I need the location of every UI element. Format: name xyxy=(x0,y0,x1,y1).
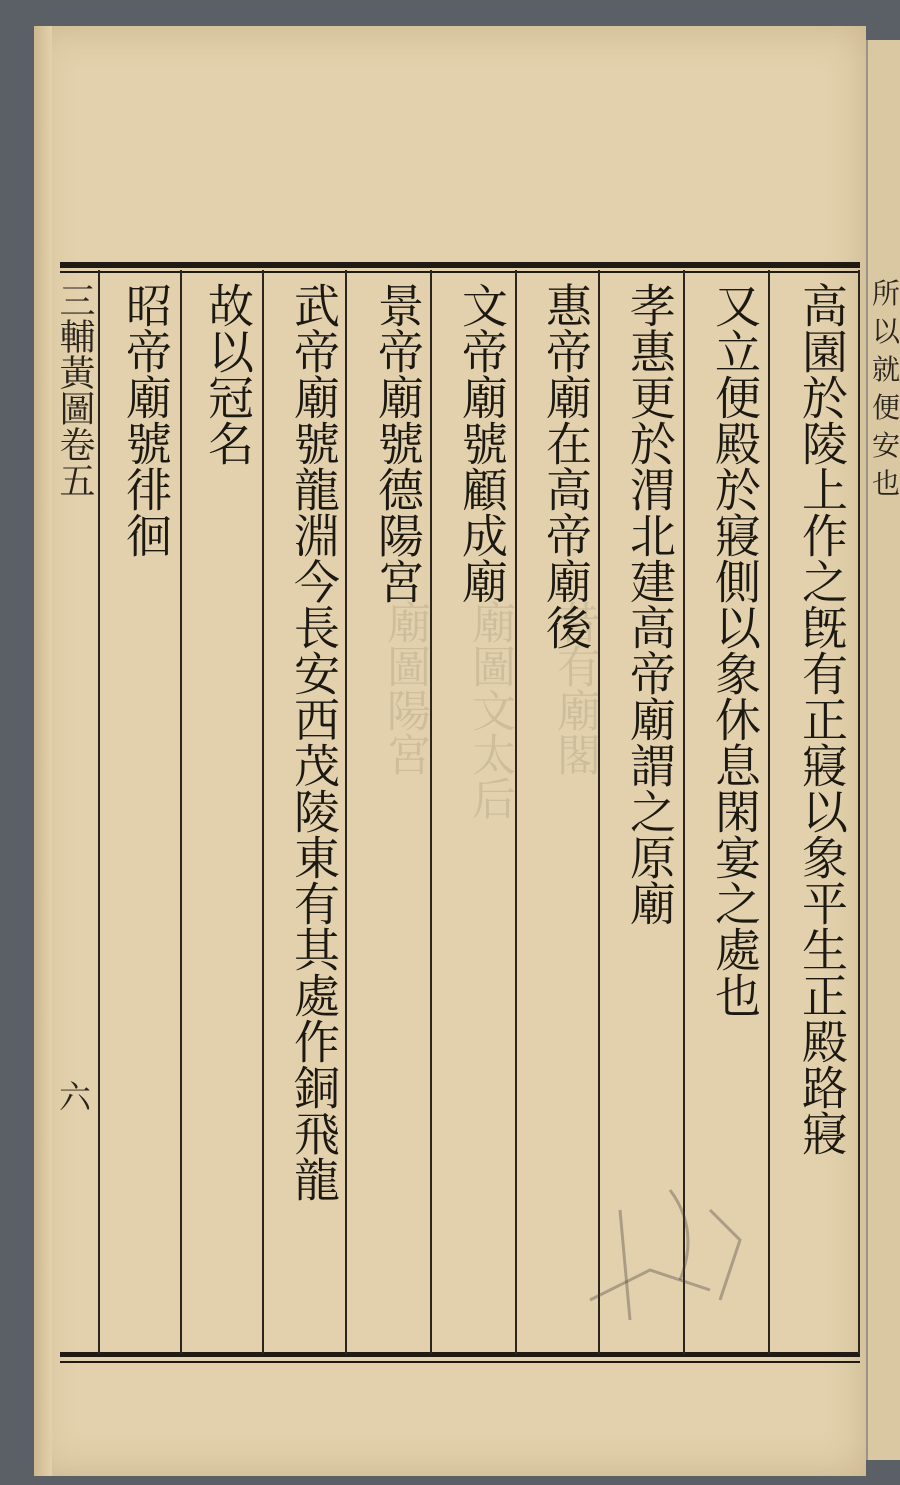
column-divider xyxy=(858,270,860,1354)
facing-page-edge xyxy=(866,40,900,1460)
column-divider xyxy=(98,270,100,1354)
text-column-2: 又立便殿於寢側以象休息閑宴之處也 xyxy=(708,282,762,1018)
text-column-7: 武帝廟號龍淵今長安西茂陵東有其處作銅飛龍 xyxy=(287,282,341,1202)
column-divider xyxy=(768,270,770,1354)
faint-seal-stamp xyxy=(560,1150,760,1350)
folio-number: 六 xyxy=(54,1080,92,1112)
text-column-8: 故以冠名 xyxy=(201,282,255,466)
top-border-rule xyxy=(60,262,860,268)
text-column-1: 高園於陵上作之旣有正寢以象平生正殿路寢 xyxy=(795,282,849,1156)
column-divider xyxy=(430,270,432,1354)
text-column-6: 景帝廟號德陽宮 xyxy=(371,282,425,604)
margin-book-title xyxy=(56,282,96,498)
page-edge xyxy=(34,26,52,1476)
bottom-border-rule-thin xyxy=(60,1361,860,1363)
text-column-9: 昭帝廟號徘徊 xyxy=(119,282,173,558)
column-divider xyxy=(345,270,347,1354)
chapter-label: 卷五 xyxy=(54,426,95,498)
show-through-text: 廟圖文太后 xyxy=(464,600,515,820)
column-divider xyxy=(262,270,264,1354)
facing-page-text: 所以就便安也 xyxy=(872,277,900,500)
text-column-5: 文帝廟號顧成廟 xyxy=(455,282,509,604)
book-title: 三輔黃圖 xyxy=(54,282,95,426)
show-through-text: 昔有廟閣 xyxy=(549,600,600,776)
text-column-4: 惠帝廟在高帝廟後 xyxy=(539,282,593,650)
column-divider xyxy=(180,270,182,1354)
show-through-text: 廟圖陽宮 xyxy=(379,600,430,776)
text-column-3: 孝惠更於渭北建高帝廟謂之原廟 xyxy=(623,282,677,926)
